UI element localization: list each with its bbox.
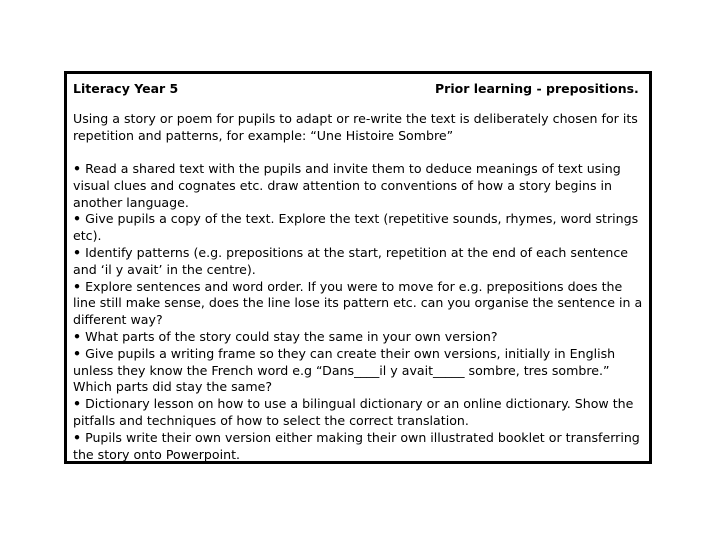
activity-item: [73, 279, 645, 329]
lesson-title: Literacy Year 5: [73, 81, 179, 96]
bullet-icon: •: [73, 429, 82, 445]
bullet-icon: •: [73, 211, 82, 227]
activity-text: Identify patterns (e.g. prepositions at the start, repetition at the end of each sentence and ‘il y avait’ in the centre).: [73, 244, 629, 277]
activity-item: [73, 211, 645, 245]
activity-list: [73, 161, 645, 463]
activity-text: Pupils write their own version either making their own illustrated booklet or transferring the story onto Powerpoint.: [73, 429, 640, 462]
bullet-icon: •: [73, 345, 82, 361]
activity-text: Give pupils a copy of the text. Explore the text (repetitive sounds, rhymes, word strings etc).: [73, 211, 639, 244]
bullet-icon: •: [73, 244, 82, 260]
bullet-icon: •: [73, 278, 82, 294]
activity-text: What parts of the story could stay the same in your own version?: [85, 328, 498, 344]
activity-item: [73, 245, 645, 279]
activity-text: Explore sentences and word order. If you were to move for e.g. prepositions does the line still make sense, does the line lose its pattern etc. can you organise the sentence in a different way?: [73, 278, 643, 328]
activity-item: [73, 346, 645, 396]
bullet-icon: •: [73, 328, 82, 344]
topic-title: Prior learning - prepositions.: [435, 81, 639, 96]
activity-item: [73, 161, 645, 211]
activity-item: [73, 396, 645, 430]
activity-text: Give pupils a writing frame so they can create their own versions, initially in English unless they know the French word e.g “Dans____il y avait_____ sombre, tres sombre.” Which parts did stay the same?: [73, 345, 616, 395]
activity-text: Dictionary lesson on how to use a bilingual dictionary or an online dictionary. Show the pitfalls and techniques of how to select the correct translation.: [73, 396, 634, 428]
activity-text: Read a shared text with the pupils and invite them to deduce meanings of text using visual clues and cognates etc. draw attention to conventions of how a story begins in another language.: [73, 161, 621, 210]
lesson-plan-box: [64, 71, 652, 464]
bullet-icon: •: [73, 396, 82, 412]
activity-item: [73, 329, 645, 346]
intro-paragraph: Using a story or poem for pupils to adapt or re-write the text is deliberately chosen for its repetition and patterns, for example: “Une Histoire Sombre”: [73, 111, 638, 143]
bullet-icon: •: [73, 161, 82, 176]
activity-item: [73, 430, 645, 464]
